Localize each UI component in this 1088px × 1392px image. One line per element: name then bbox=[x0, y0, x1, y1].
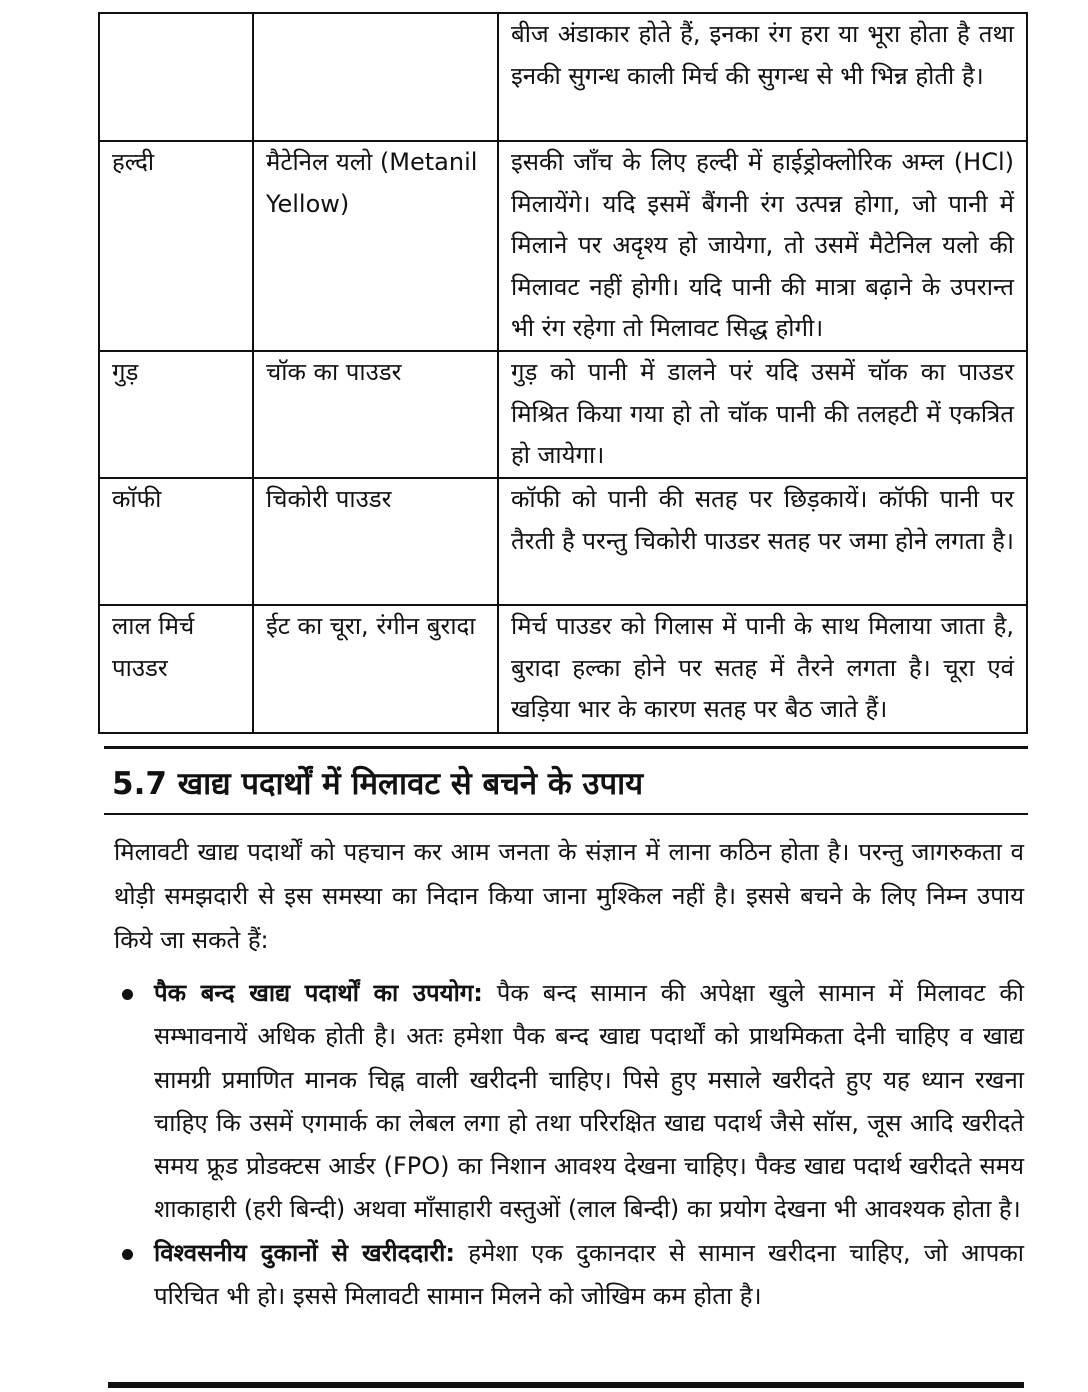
food-item-cell bbox=[99, 13, 253, 141]
measure-text: हमेशा एक दुकानदार से सामान खरीदना चाहिए, जो आपका परिचित भी हो। इससे मिलावटी सामान मिलने को जोखिम कम होता है। bbox=[154, 1238, 1024, 1311]
intro-paragraph: मिलावटी खाद्य पदार्थों को पहचान कर आम जनता के संज्ञान में लाना कठिन होता है। परन्तु जागरुकता व थोड़ी समझदारी से इस समस्या का निदान किया जाना मुश्किल नहीं है। इससे बचने के लिए निम्न उपाय किये जा सकते हैं: bbox=[114, 838, 1024, 954]
test-method-cell: कॉफी को पानी की सतह पर छिड़कायें। कॉफी पानी पर तैरती है परन्तु चिकोरी पाउडर सतह पर जमा होने लगता है। bbox=[498, 478, 1027, 605]
adulterant-cell: चॉक का पाउडर bbox=[253, 351, 498, 478]
section-top-rule bbox=[104, 746, 1028, 749]
adulterant-cell: चिकोरी पाउडर bbox=[253, 478, 498, 605]
measure-title: पैक बन्द खाद्य पदार्थों का उपयोग: bbox=[154, 979, 483, 1007]
test-method-cell: मिर्च पाउडर को गिलास में पानी के साथ मिलाया जाता है, बुरादा हल्का होने पर सतह में तैरने लगता है। चूरा एवं खड़िया भार के कारण सतह पर बैठ जाते हैं। bbox=[498, 605, 1027, 733]
section-heading-underline bbox=[104, 813, 1028, 815]
test-method-cell: इसकी जाँच के लिए हल्दी में हाईड्रोक्लोरिक अम्ल (HCl) मिलायेंगे। यदि इसमें बैंगनी रंग उत्पन्न होगा, जो पानी में मिलाने पर अदृश्य हो जायेगा, तो उसमें मैटेनिल यलो की मिलावट नहीं होगी। यदि पानी की मात्रा बढ़ाने के उपरान्त भी रंग रहेगा तो मिलावट सिद्ध होगी। bbox=[498, 141, 1027, 351]
section-heading: 5.7 खाद्य पदार्थों में मिलावट से बचने के उपाय bbox=[112, 766, 644, 802]
measure-text: पैक बन्द सामान की अपेक्षा खुले सामान में मिलावट की सम्भावनायें अधिक होती है। अतः हमेशा पैक बन्द खाद्य पदार्थों को प्राथमिकता देनी चाहिए व खाद्य सामग्री प्रमाणित मानक चिह्न वाली खरीदनी चाहिए। पिसे हुए मसाले खरीदते हुए यह ध्यान रखना चाहिए कि उसमें एगमार्क का लेबल लगा हो तथा परिरक्षित खाद्य पदार्थ जैसे सॉस, जूस आदि खरीदते समय फ्रूड प्रोडक्टस आर्डर (FPO) का निशान आवश्य देखना चाहिए। पैक्ड खाद्य पदार्थ खरीदते समय शाकाहारी (हरी बिन्दी) अथवा माँसाहारी वस्तुओं (लाल बिन्दी) का प्रयोग देखना भी आवश्यक होता है। bbox=[154, 979, 1024, 1224]
test-method-cell: बीज अंडाकार होते हैं, इनका रंग हरा या भूरा होता है तथा इनकी सुगन्ध काली मिर्च की सुगन्ध से भी भिन्न होती है। bbox=[498, 13, 1027, 141]
table-row bbox=[99, 605, 1027, 733]
table-row bbox=[99, 13, 1027, 141]
adulterant-cell: मैटेनिल यलो (Metanil Yellow) bbox=[253, 141, 498, 351]
food-item-cell: गुड़ bbox=[99, 351, 253, 478]
adulterant-cell bbox=[253, 13, 498, 141]
list-item bbox=[118, 972, 1024, 1232]
bullet-icon bbox=[122, 989, 133, 1000]
food-item-cell: लाल मिर्च पाउडर bbox=[99, 605, 253, 733]
adulterant-cell: ईट का चूरा, रंगीन बुरादा bbox=[253, 605, 498, 733]
table-row bbox=[99, 478, 1027, 605]
food-item-cell: हल्दी bbox=[99, 141, 253, 351]
bullet-icon bbox=[122, 1249, 133, 1260]
list-item bbox=[118, 1232, 1024, 1319]
page-bottom-rule bbox=[108, 1382, 1024, 1388]
food-item-cell: कॉफी bbox=[99, 478, 253, 605]
table-row bbox=[99, 351, 1027, 478]
preventive-measures-list bbox=[118, 972, 1024, 1318]
measure-title: विश्वसनीय दुकानों से खरीददारी: bbox=[154, 1238, 455, 1267]
test-method-cell: गुड़ को पानी में डालने परं यदि उसमें चॉक का पाउडर मिश्रित किया गया हो तो चॉक पानी की तलहटी में एकत्रित हो जायेगा। bbox=[498, 351, 1027, 478]
adulteration-table-container bbox=[98, 12, 1028, 734]
adulteration-table bbox=[98, 12, 1028, 734]
table-row bbox=[99, 141, 1027, 351]
